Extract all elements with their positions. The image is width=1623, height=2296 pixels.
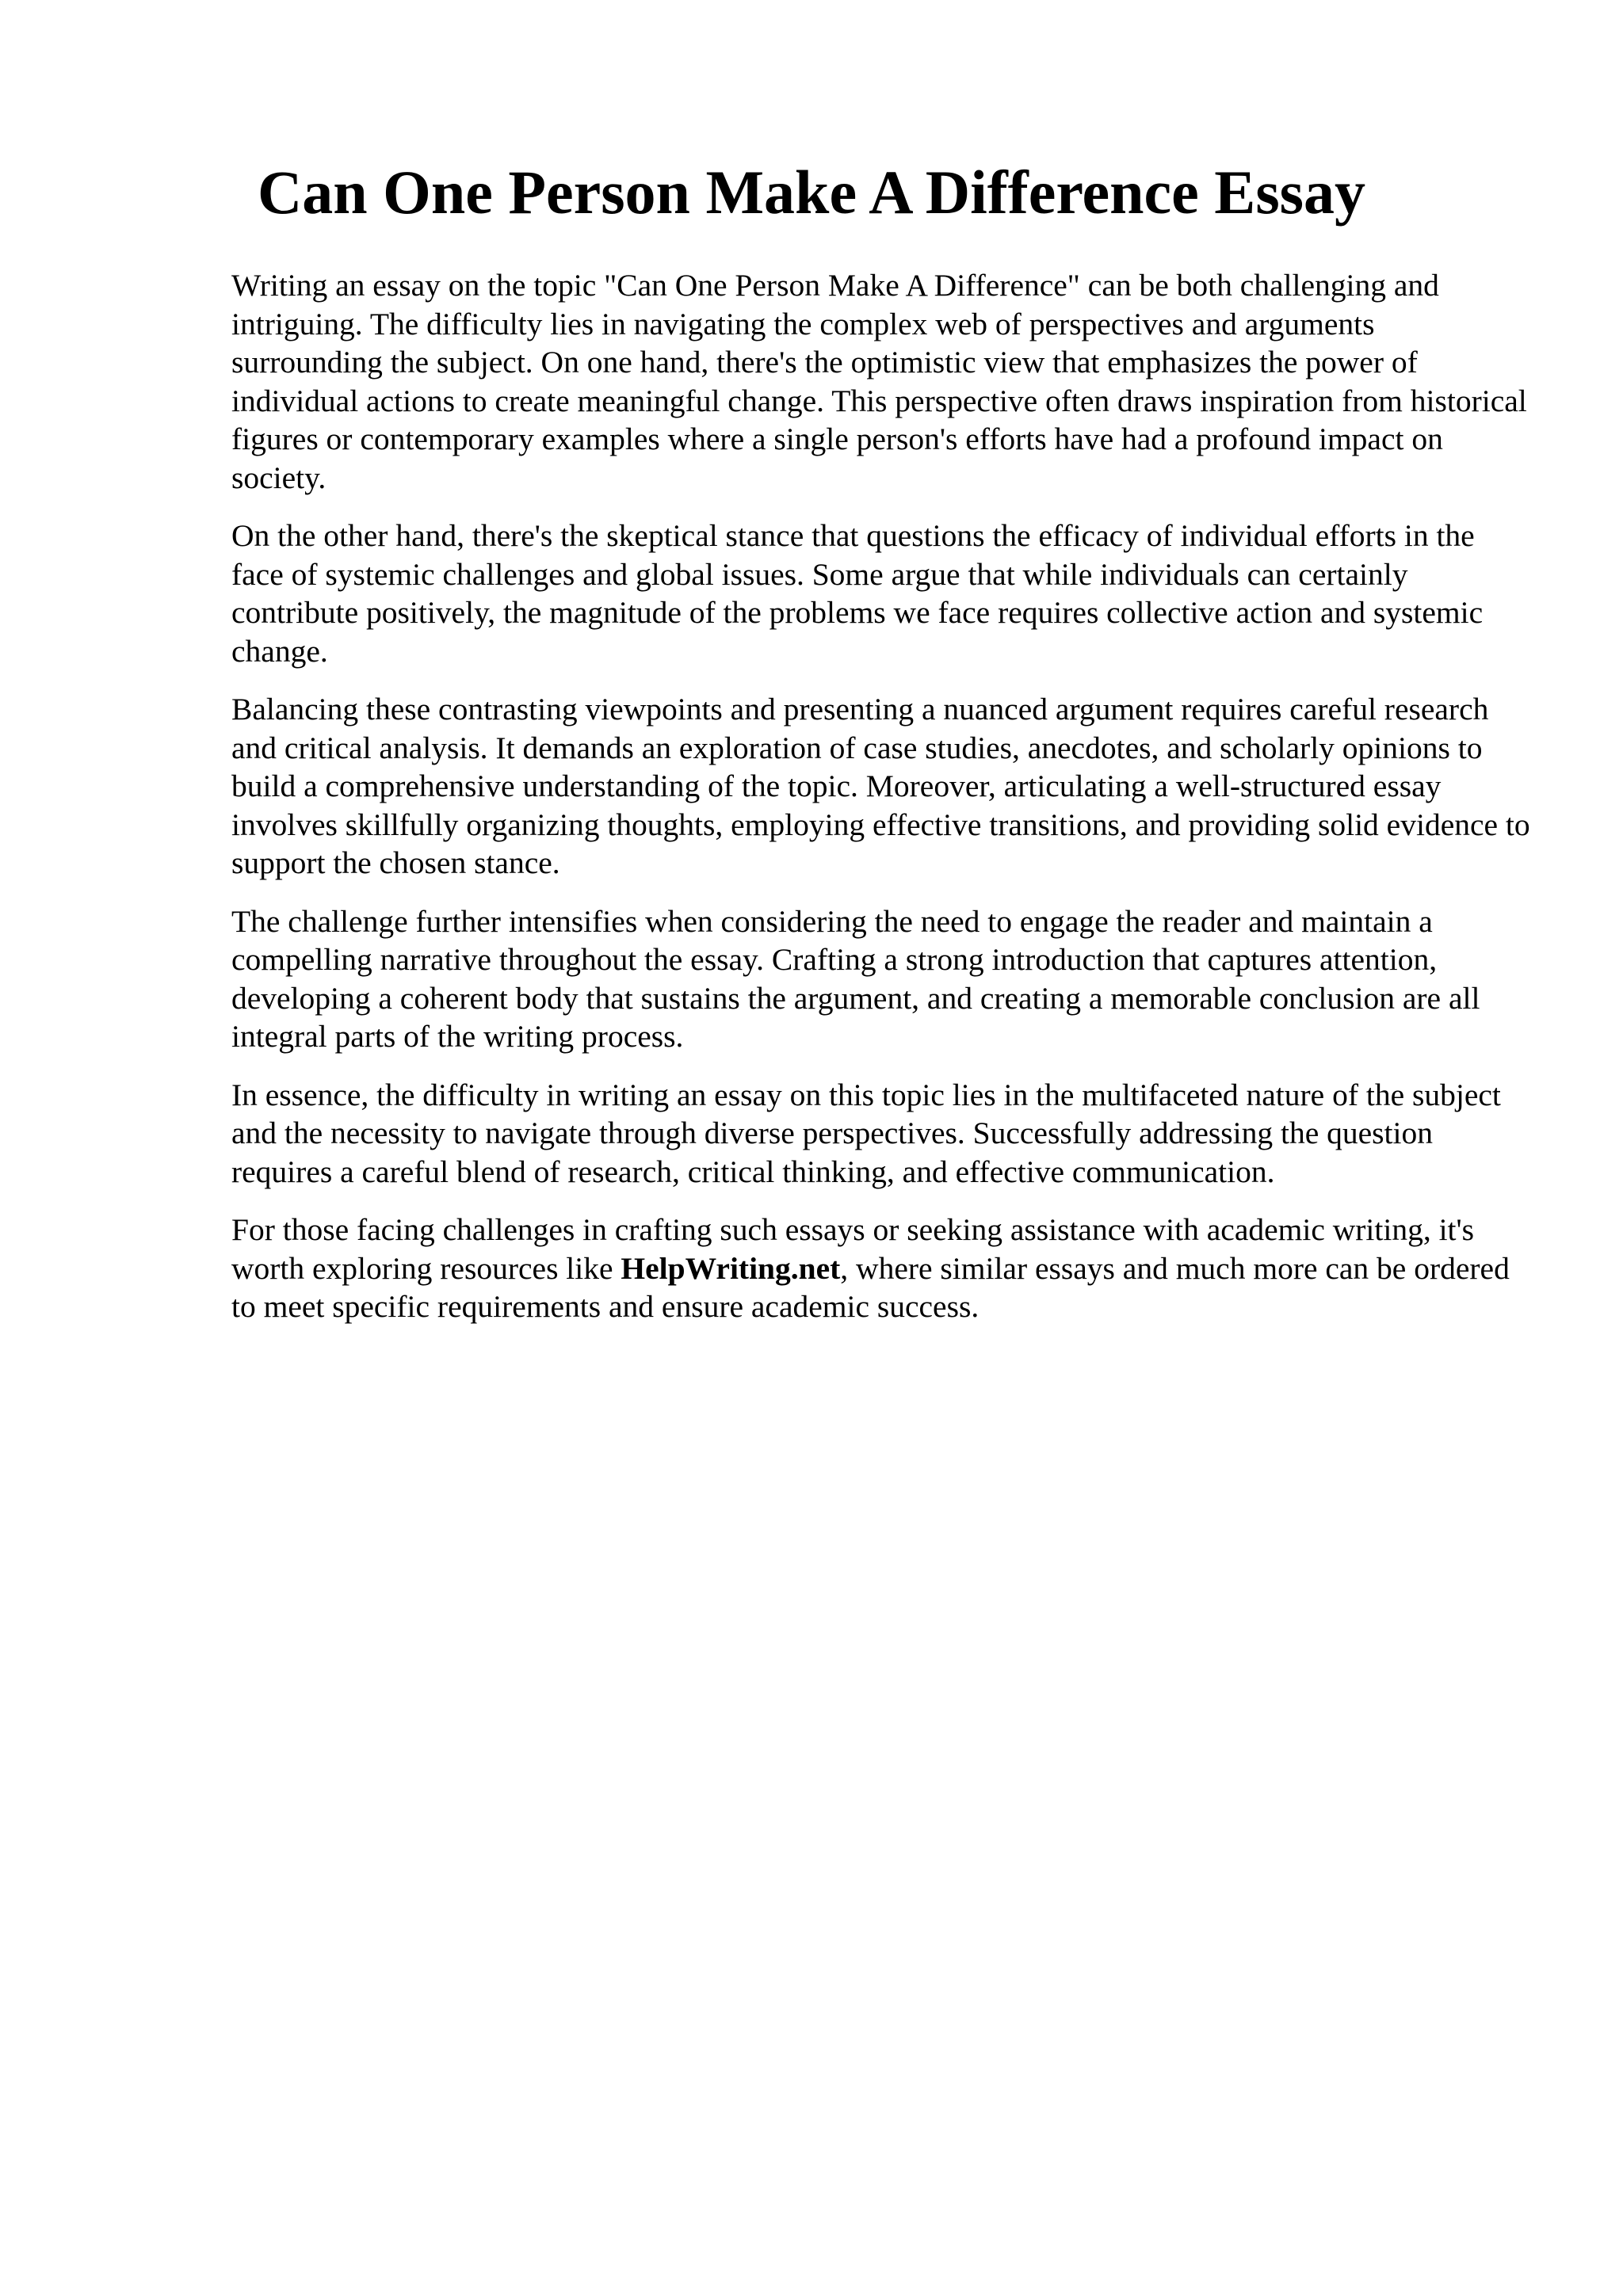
- page-title: Can One Person Make A Difference Essay: [257, 158, 1366, 227]
- paragraph-5: In essence, the difficulty in writing an essay on this topic lies in the multifaceted nature of the subject and the necessity to navigate through diverse perspectives. Successfully addressing the question requires a careful blend of research, critical thinking, and effective communication.: [231, 1077, 1501, 1189]
- closing-text-after: , where similar essays and much more can be ordered to meet specific requirements and ensure academic success.: [231, 1250, 1510, 1324]
- paragraph-closing: [231, 1211, 1531, 1326]
- essay-body: [231, 266, 1531, 1346]
- paragraph-3: Balancing these contrasting viewpoints and presenting a nuanced argument requires careful research and critical analysis. It demands an exploration of case studies, anecdotes, and scholarly opinions to build a comprehensive understanding of the topic. Moreover, articulating a well-structured essay involves skillfully organizing thoughts, employing effective transitions, and providing solid evidence to support the chosen stance.: [231, 692, 1530, 880]
- paragraph-4: The challenge further intensifies when considering the need to engage the reader and maintain a compelling narrative throughout the essay. Crafting a strong introduction that captures attention, developing a coherent body that sustains the argument, and creating a memorable conclusion are all integral parts of the writing process.: [231, 903, 1480, 1054]
- paragraph-1: Writing an essay on the topic "Can One Person Make A Difference" can be both challenging and intriguing. The difficulty lies in navigating the complex web of perspectives and arguments surrounding the subject. On one hand, there's the optimistic view that emphasizes the power of individual actions to create meaningful change. This perspective often draws inspiration from historical figures or contemporary examples where a single person's efforts have had a profound impact on society.: [231, 268, 1527, 495]
- paragraph-2: On the other hand, there's the skeptical stance that questions the efficacy of individual efforts in the face of systemic challenges and global issues. Some argue that while individuals can certainly contribute positively, the magnitude of the problems we face requires collective action and systemic change.: [231, 518, 1484, 669]
- helpwriting-link[interactable]: HelpWriting.net: [621, 1250, 841, 1286]
- closing-text-before: For those facing challenges in crafting such essays or seeking assistance with academic writing, it's worth exploring resources like: [231, 1212, 1475, 1286]
